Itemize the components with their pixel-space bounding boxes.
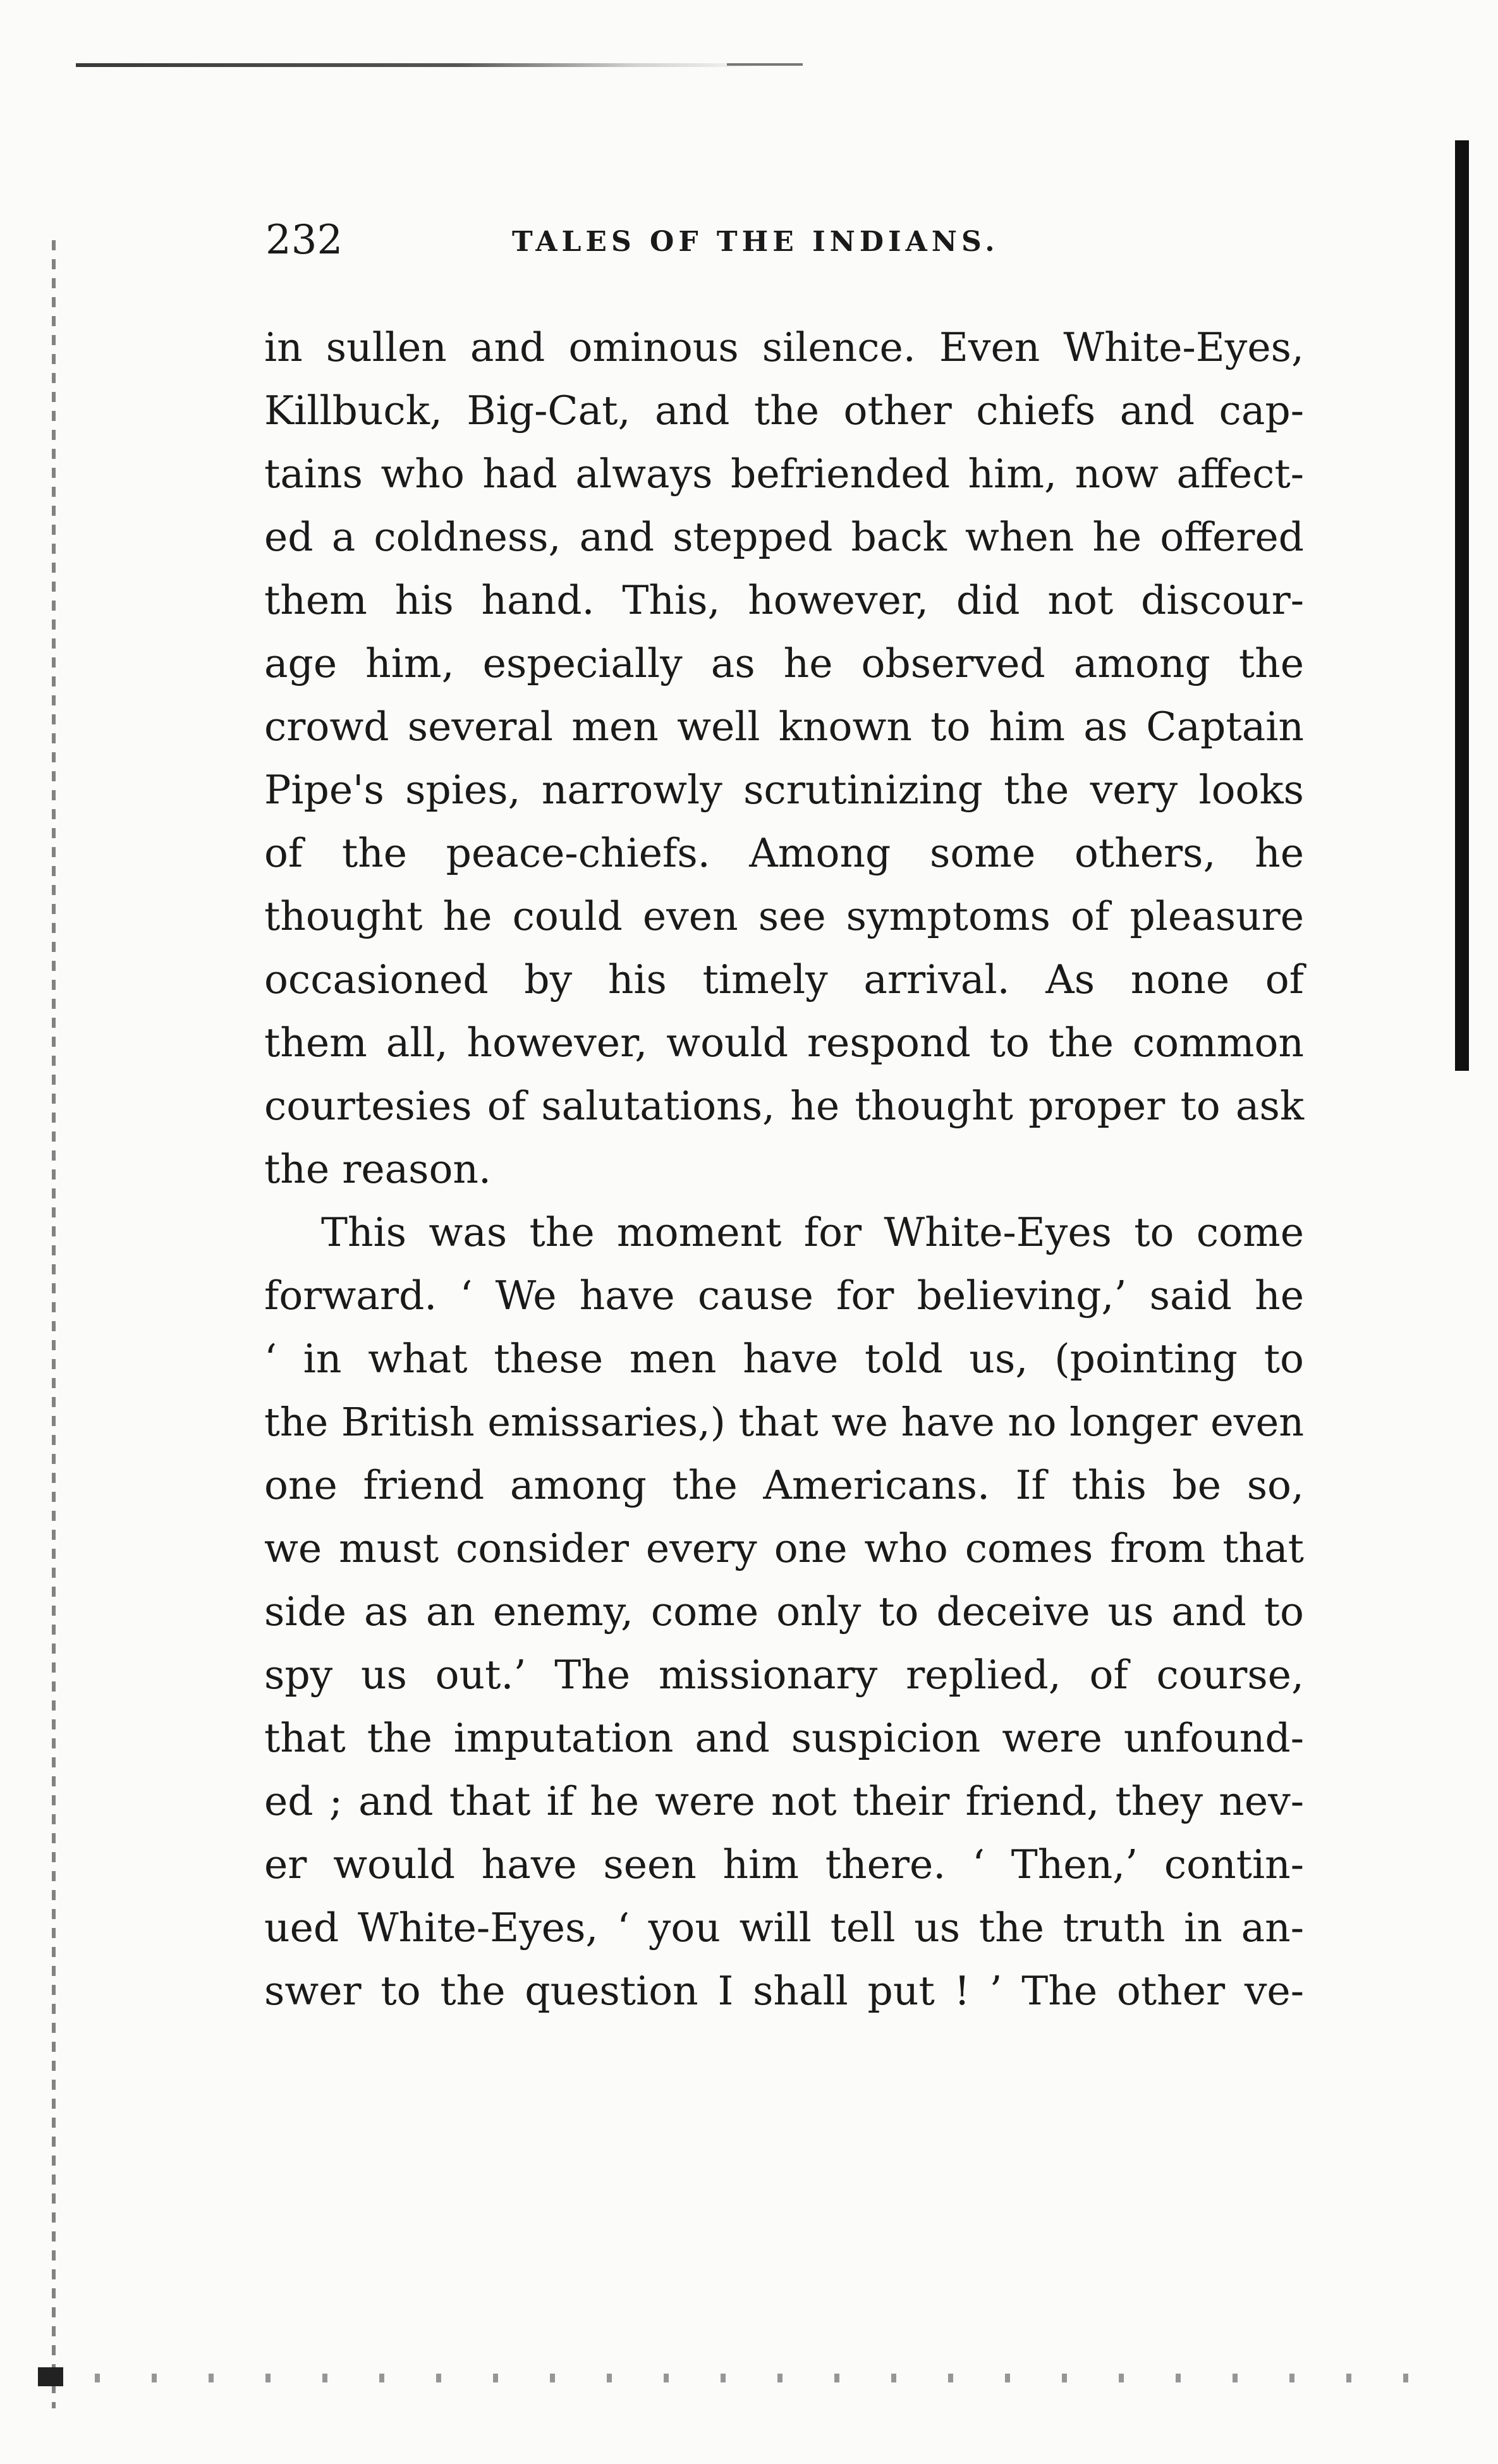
text-line: ed a coldness, and stepped back when he offered: [264, 514, 1304, 560]
text-line: ued White-Eyes, ‘ you will tell us the truth in an-: [264, 1905, 1304, 1951]
text-line: crowd several men well known to him as Captain: [264, 704, 1304, 750]
scan-left-edge: [52, 240, 56, 2408]
text-line: Killbuck, Big-Cat, and the other chiefs and cap-: [264, 387, 1304, 434]
text-line: the British emissaries,) that we have no longer even: [264, 1400, 1304, 1445]
text-line: the reason.: [264, 1146, 492, 1192]
text-line: thought he could even see symptoms of pleasure: [264, 893, 1304, 939]
text-line: of the peace-chiefs. Among some others, he: [264, 830, 1304, 876]
page-number: 232: [265, 217, 343, 264]
scan-bottom-specks: [38, 2374, 1460, 2382]
text-line: er would have seen him there. ‘ Then,’ contin-: [264, 1841, 1304, 1888]
scan-top-rule-fragment: [727, 63, 803, 66]
scan-top-rule: [76, 63, 771, 67]
scan-bottom-corner: [38, 2367, 63, 2386]
text-line: them his hand. This, however, did not discour-: [264, 577, 1304, 623]
text-line: in sullen and ominous silence. Even White-Eyes,: [264, 324, 1304, 370]
text-line: forward. ‘ We have cause for believing,’ said he: [264, 1272, 1304, 1319]
text-line: one friend among the Americans. If this be so,: [264, 1462, 1304, 1508]
body-text: [264, 316, 1304, 2023]
text-line: ‘ in what these men have told us, (pointing to: [264, 1336, 1304, 1382]
text-line: occasioned by his timely arrival. As none of: [264, 956, 1304, 1003]
text-line: them all, however, would respond to the common: [264, 1020, 1304, 1066]
text-line: ed ; and that if he were not their friend, they nev-: [264, 1778, 1304, 1824]
text-line: that the imputation and suspicion were unfound-: [264, 1715, 1304, 1761]
text-line: we must consider every one who comes from that: [264, 1525, 1304, 1571]
scan-right-edge-bar: [1455, 140, 1469, 1071]
text-line: age him, especially as he observed among the: [264, 640, 1304, 686]
text-line: Pipe's spies, narrowly scrutinizing the very looks: [264, 767, 1304, 813]
text-line: side as an enemy, come only to deceive us and to: [264, 1589, 1304, 1635]
text-line: swer to the question I shall put ! ’ The other ve-: [264, 1968, 1304, 2014]
text-line: courtesies of salutations, he thought proper to ask: [264, 1083, 1304, 1129]
text-line: This was the moment for White-Eyes to come: [321, 1209, 1304, 1255]
text-line: tains who had always befriended him, now affect-: [264, 451, 1304, 497]
running-head: [265, 215, 1308, 265]
running-title: TALES OF THE INDIANS.: [512, 226, 999, 258]
text-line: spy us out.’ The missionary replied, of course,: [264, 1652, 1304, 1698]
